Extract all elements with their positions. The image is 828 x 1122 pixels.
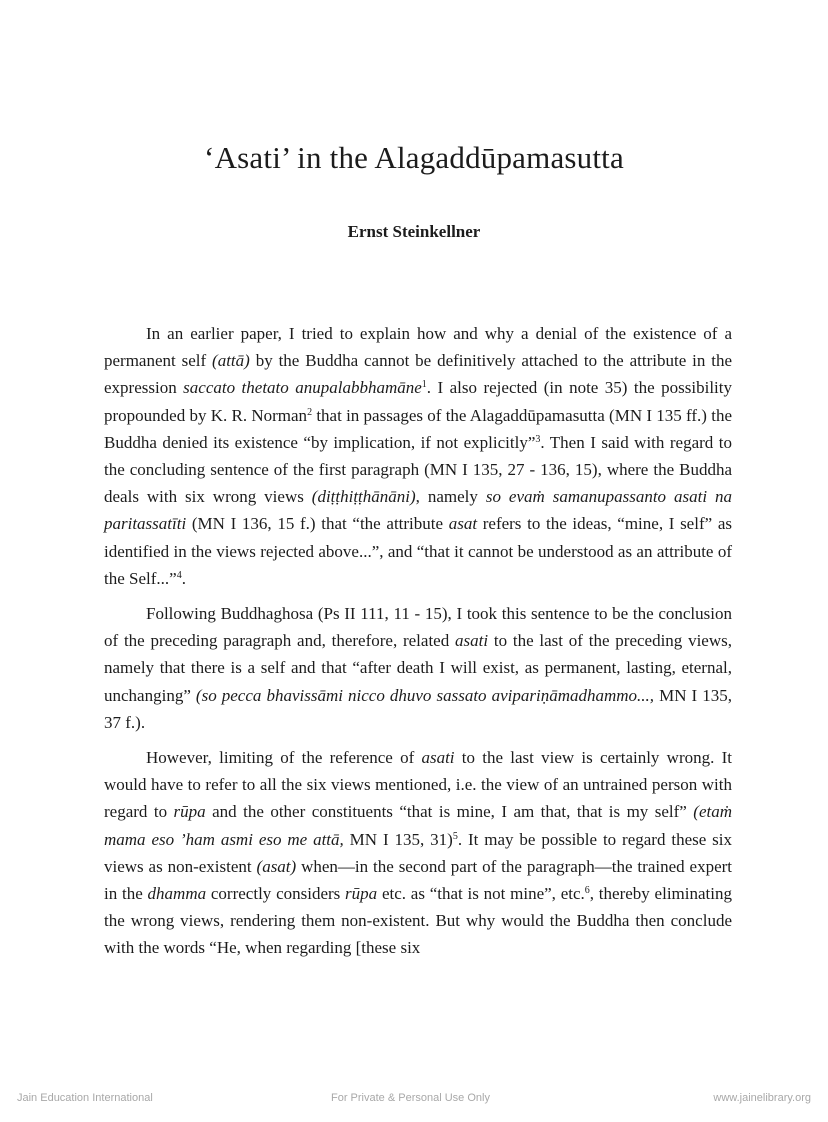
text-run: Following Buddhaghosa (Ps II 111, 11 - 15), I took this sentence to be the conclusion of the preceding paragraph and, therefore, related xyxy=(104,604,732,651)
italic-term: asat xyxy=(448,514,478,534)
text-run: to the last of the preceding views, namely that there is a self and that “after death I will exist, as permanent, lasting, eternal, unchanging” xyxy=(104,631,732,705)
text-run: . xyxy=(181,568,186,588)
footnote-marker: 2 xyxy=(307,406,313,418)
paragraph-3 xyxy=(104,744,732,962)
text-run: when—in the second part of the paragraph—the trained expert in the xyxy=(104,856,732,904)
text-run: . I also rejected (in note 35) the possibility propounded by K. R. Norman xyxy=(104,378,732,425)
italic-term: (etaṁ mama eso ’ham asmi eso me attā, xyxy=(104,802,732,849)
text-run: , namely xyxy=(415,487,486,507)
footer-center: For Private & Personal Use Only xyxy=(331,1092,490,1104)
footnote-marker: 6 xyxy=(584,885,590,897)
italic-term: (attā) xyxy=(212,351,250,371)
italic-term: rūpa xyxy=(345,884,378,904)
text-run: that in passages of the Alagaddūpamasutta (MN I 135 ff.) the Buddha denied its existence “by implication, if not explicitly” xyxy=(104,405,732,452)
footnote-marker: 4 xyxy=(176,569,182,581)
text-run: , thereby eliminating the wrong views, rendering them non-existent. But why would the Buddha then conclude with the words “He, when regarding [these six xyxy=(104,884,732,958)
footer-left: Jain Education International xyxy=(17,1092,153,1104)
text-run: to the last view is certainly wrong. It would have to refer to all the six views mentioned, i.e. the view of an untrained person with regard to xyxy=(104,748,732,822)
text-run: correctly considers xyxy=(206,884,346,904)
footnote-marker: 3 xyxy=(535,433,541,445)
footnote-marker: 1 xyxy=(421,379,427,391)
text-run: . It may be possible to regard these six views as non-existent xyxy=(104,829,733,876)
italic-term: rūpa xyxy=(173,802,206,822)
text-run: . Then I said with regard to the concluding sentence of the first paragraph (MN I 135, 27 - 136, 15), where the Buddha deals with six wrong views xyxy=(104,432,732,507)
text-run: (MN I 136, 15 f.) that “the attribute xyxy=(186,514,449,534)
italic-term: (asat) xyxy=(256,856,297,876)
paragraph-2 xyxy=(104,600,732,736)
footnote-marker: 5 xyxy=(452,830,458,842)
italic-term: dhamma xyxy=(147,884,207,904)
italic-term: saccato thetato anupalabbhamāne xyxy=(183,378,422,398)
text-run: However, limiting of the reference of xyxy=(146,748,422,768)
text-run: by the Buddha cannot be definitively attached to the attribute in the expression xyxy=(104,351,732,398)
italic-term: (diṭṭhiṭṭhānāni) xyxy=(311,487,416,507)
text-run: refers to the ideas, “mine, I self” as identified in the views rejected above...”, and “that it cannot be understood as an attribute of the Self...” xyxy=(104,514,732,588)
author-name: Ernst Steinkellner xyxy=(347,222,481,241)
italic-term: so evaṁ samanupassanto asati na paritassatīti xyxy=(104,487,732,534)
text-run: MN I 135, 31) xyxy=(343,829,453,849)
footer-right: www.jainelibrary.org xyxy=(713,1092,811,1104)
text-run: and the other constituents “that is mine, I am that, that is my self” xyxy=(205,802,694,822)
body-text xyxy=(104,320,732,962)
text-run: MN I 135, 37 f.). xyxy=(104,685,732,732)
italic-term: asati xyxy=(421,748,455,768)
page-title: ‘Asati’ in the Alagaddūpamasutta xyxy=(204,140,624,175)
italic-term: asati xyxy=(455,631,489,651)
italic-term: (so pecca bhavissāmi nicco dhuvo sassato avipariṇāmadhammo..., xyxy=(195,685,655,705)
text-run: etc. as “that is not mine”, etc. xyxy=(377,884,585,904)
paragraph-1 xyxy=(104,320,732,592)
text-run: In an earlier paper, I tried to explain how and why a denial of the existence of a permanent self xyxy=(104,324,732,371)
